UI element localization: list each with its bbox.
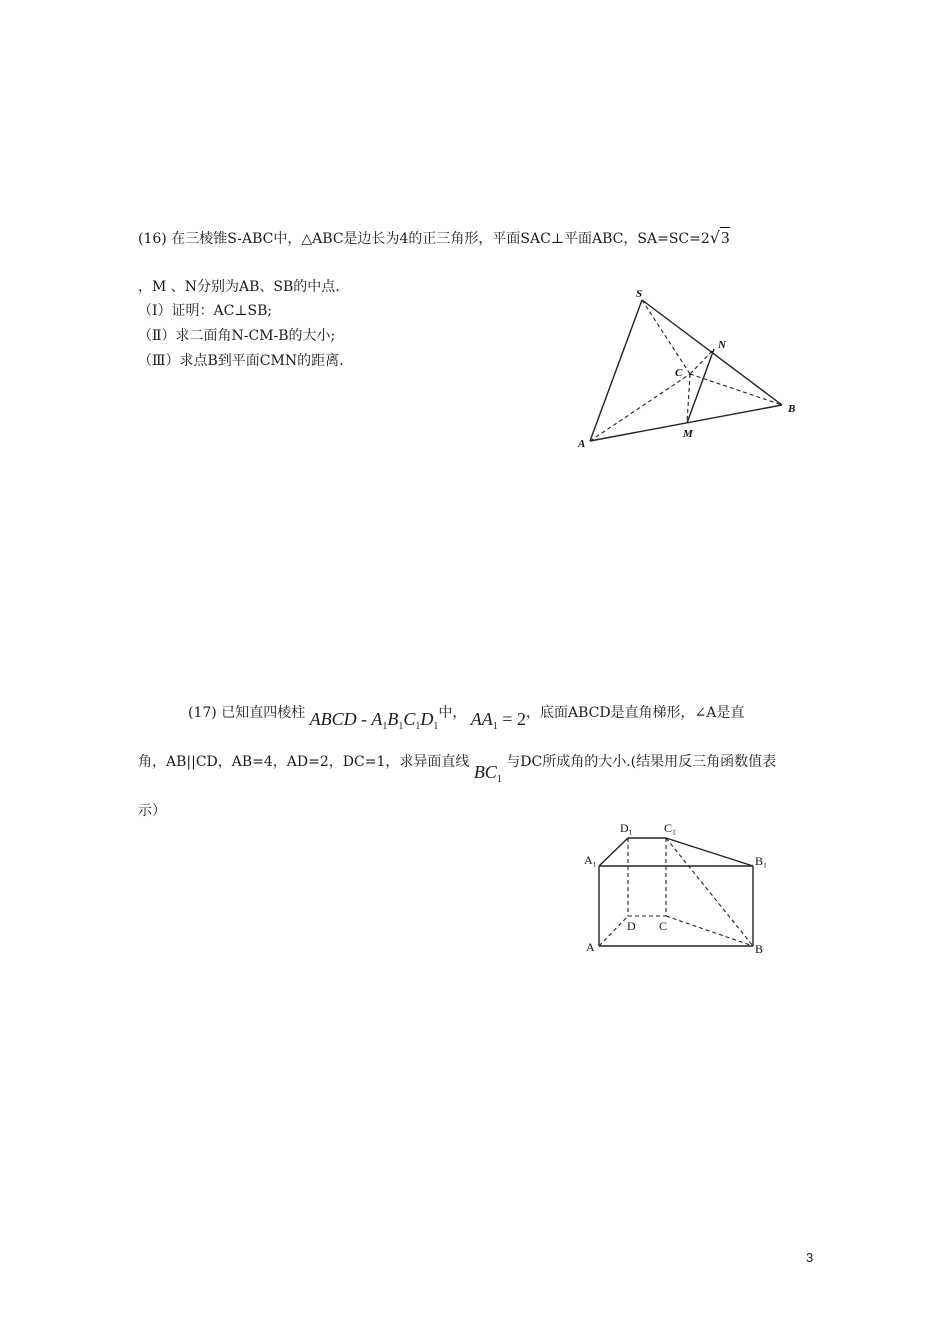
aa-text: AA (470, 709, 493, 729)
edge-C1B1 (666, 838, 753, 866)
label-A: A (586, 940, 595, 954)
page-number: 3 (806, 1250, 814, 1265)
label-B: B (788, 403, 796, 415)
sub-1-aa: 1 (492, 721, 498, 732)
label-C1: C₁ (664, 821, 677, 835)
sub-1-bc: 1 (496, 774, 502, 785)
edge-SA (590, 300, 642, 441)
prism-part-a: ABCD - A (309, 709, 383, 729)
sub-1-b: 1 (398, 721, 404, 732)
label-A1: A₁ (584, 853, 597, 867)
edge-A1D1 (599, 838, 628, 866)
label-B1: B₁ (755, 854, 768, 868)
label-N: N (718, 339, 726, 351)
bc1-expression (473, 762, 502, 785)
prism-name (309, 709, 439, 732)
prism-part-d: D (420, 709, 434, 729)
p16-line1-text: (16) 在三棱锥S-ABC中，△ABC是边长为4的正三角形，平面SAC⊥平面ABC，SA=SC=2 (138, 231, 710, 247)
prism-figure (580, 818, 780, 963)
bc-text: BC (473, 762, 497, 782)
label-C: C (675, 367, 683, 379)
label-M: M (683, 428, 693, 440)
sqrt-radicand: 3 (720, 228, 730, 247)
segment-CN (690, 349, 714, 374)
sub-1-c: 1 (415, 721, 421, 732)
label-S: S (636, 288, 643, 300)
p17-prefix: (17) 已知直四棱柱 (188, 705, 306, 721)
label-A: A (578, 438, 586, 450)
label-C: C (659, 919, 668, 933)
segment-MN (687, 349, 714, 423)
label-D1: D₁ (620, 821, 633, 835)
label-D: D (627, 919, 636, 933)
p17-line2a: 角，AB||CD，AB=4，AD=2，DC=1，求异面直线 (138, 754, 470, 770)
edge-SC (642, 300, 690, 374)
edge-CB (690, 374, 782, 405)
p16-question-1: （Ⅰ）证明：AC⊥SB; (138, 303, 273, 319)
edge-AD (599, 916, 628, 946)
sqrt-symbol: √ (709, 228, 720, 247)
p17-line2 (138, 750, 776, 792)
prism-part-b: B (387, 709, 399, 729)
p16-question-3: （Ⅲ）求点B到平面CMN的距离. (138, 353, 344, 369)
p17-line2b: 与DC所成角的大小.(结果用反三角函数值表 (506, 754, 777, 770)
p17-mid: 中， (438, 705, 467, 721)
p16-line2: ，M 、N分别为AB、SB的中点. (138, 279, 340, 295)
p17-rest1: ，底面ABCD是直角梯形，∠A是直 (525, 705, 745, 721)
p17-line3: 示） (138, 803, 166, 819)
p16-line1 (138, 228, 730, 249)
sub-1-d: 1 (433, 721, 439, 732)
sub-1-a: 1 (382, 721, 388, 732)
tetrahedron-figure (570, 285, 815, 455)
p16-question-2: （Ⅱ）求二面角N-CM-B的大小; (138, 328, 336, 344)
diagonal-BC1 (666, 838, 753, 946)
eq-text: = 2 (497, 709, 526, 729)
label-B: B (755, 942, 764, 956)
edge-CB (666, 916, 753, 946)
p17-line1 (188, 701, 744, 739)
prism-part-c: C (403, 709, 416, 729)
aa1-expression (470, 709, 526, 732)
